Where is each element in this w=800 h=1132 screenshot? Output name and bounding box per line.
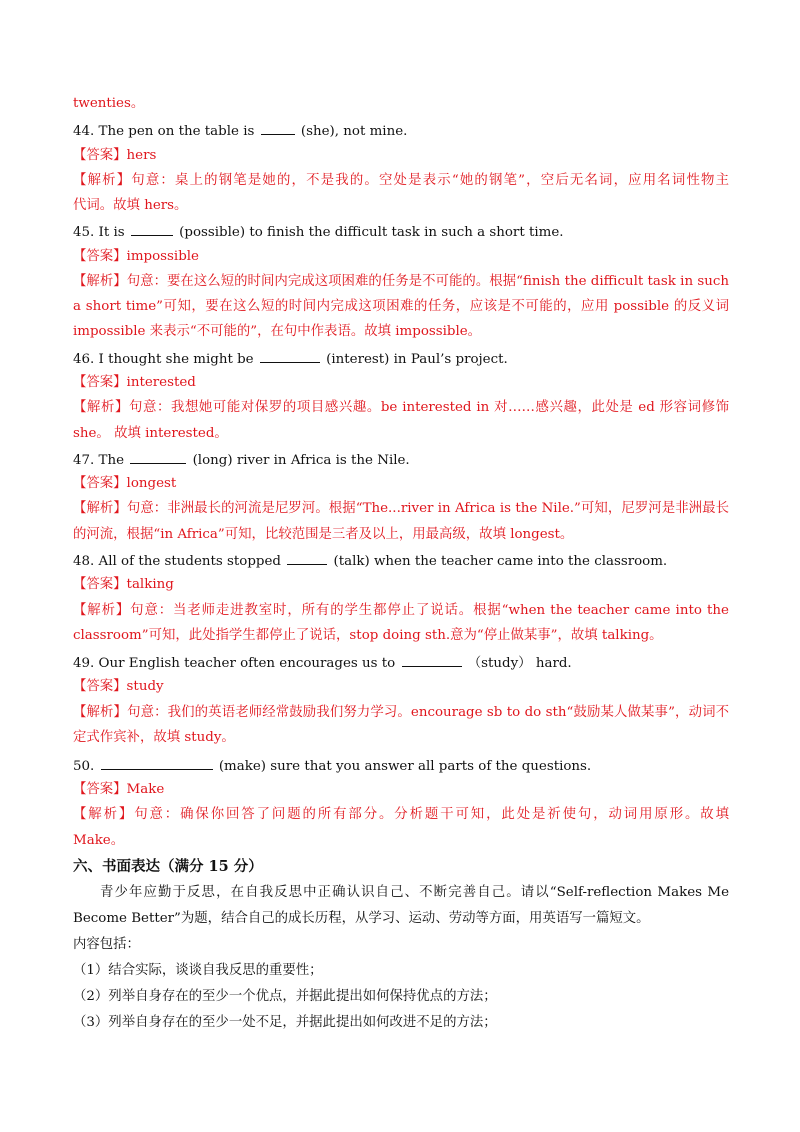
question-48: [73, 551, 729, 571]
question-text: 45. It is: [73, 225, 125, 240]
answer-47: 【答案】longest: [73, 476, 177, 491]
explanation-45-cont: a short time”可知，要在这么短的时间内完成这项困难的任务，应该是不可能的，应用 possible 的反义词: [73, 299, 729, 314]
question-text: (long) river in Africa is the Nile.: [192, 453, 410, 468]
question-text: (talk) when the teacher came into the classroom.: [333, 554, 668, 569]
explanation-50-cont: Make。: [73, 833, 125, 848]
section-heading: 六、书面表达（满分 15 分）: [73, 858, 263, 875]
explanation-44-cont: 代词。故填 hers。: [73, 198, 188, 213]
explanation-47-cont: 的河流，根据“in Africa”可知，比较范围是三者及以上，用最高级，故填 longest。: [73, 527, 574, 542]
question-text: 48. All of the students stopped: [73, 554, 281, 569]
answer-44: 【答案】hers: [73, 148, 157, 163]
question-text: 46. I thought she might be: [73, 352, 254, 367]
question-45: [73, 222, 729, 242]
question-text: 50.: [73, 759, 95, 774]
writing-prompt-cont: Become Better”为题，结合自己的成长历程，从学习、运动、劳动等方面，用英语写一篇短文。: [73, 911, 650, 926]
explanation-48: 【解析】句意：当老师走进教室时，所有的学生都停止了说话。根据“when the teacher came into the: [73, 603, 729, 618]
answer-45: 【答案】impossible: [73, 249, 199, 264]
question-text: (possible) to finish the difficult task in such a short time.: [179, 225, 564, 240]
writing-prompt: 青少年应勤于反思，在自我反思中正确认识自己、不断完善自己。请以“Self-reflection Makes Me: [100, 885, 729, 900]
question-46: [73, 349, 729, 369]
question-text: 44. The pen on the table is: [73, 124, 255, 139]
explanation-49: 【解析】句意：我们的英语老师经常鼓励我们努力学习。encourage sb to do sth“鼓励某人做某事”，动词不: [73, 705, 729, 720]
explanation-44: 【解析】句意：桌上的钢笔是她的，不是我的。空处是表示“她的钢笔”，空后无名词，应用名词性物主: [73, 173, 729, 188]
answer-blank[interactable]: [101, 756, 213, 770]
explanation-48-cont: classroom”可知，此处指学生都停止了说话，stop doing sth.意为“停止做某事”，故填 talking。: [73, 628, 663, 643]
question-text: (interest) in Paul’s project.: [326, 352, 508, 367]
content-item-3: （3）列举自身存在的至少一处不足，并据此提出如何改进不足的方法；: [73, 1015, 497, 1030]
question-text: （study） hard.: [467, 656, 572, 671]
answer-blank[interactable]: [261, 121, 295, 135]
answer-blank[interactable]: [130, 450, 186, 464]
content-intro: 内容包括：: [73, 937, 140, 952]
explanation-49-cont: 定式作宾补，故填 study。: [73, 730, 235, 745]
answer-50: 【答案】Make: [73, 782, 165, 797]
question-47: [73, 450, 729, 470]
explanation-45: 【解析】句意：要在这么短的时间内完成这项困难的任务是不可能的。根据“finish the difficult task in such: [73, 274, 729, 289]
explanation-46-cont: she。 故填 interested。: [73, 426, 228, 441]
answer-blank[interactable]: [402, 653, 462, 667]
question-50: [73, 756, 729, 776]
answer-continuation: twenties。: [73, 96, 145, 111]
explanation-45-cont2: impossible 来表示“不可能的”，在句中作表语。故填 impossible。: [73, 324, 482, 339]
question-text: (she), not mine.: [300, 124, 408, 139]
answer-48: 【答案】talking: [73, 577, 174, 592]
content-item-2: （2）列举自身存在的至少一个优点，并据此提出如何保持优点的方法；: [73, 989, 497, 1004]
answer-46: 【答案】interested: [73, 375, 196, 390]
question-text: 47. The: [73, 453, 125, 468]
question-text: 49. Our English teacher often encourages us to: [73, 656, 396, 671]
answer-blank[interactable]: [260, 349, 320, 363]
question-text: (make) sure that you answer all parts of the questions.: [218, 759, 592, 774]
explanation-46: 【解析】句意：我想她可能对保罗的项目感兴趣。be interested in 对……感兴趣，此处是 ed 形容词修饰: [73, 400, 729, 415]
content-item-1: （1）结合实际，谈谈自我反思的重要性；: [73, 963, 323, 978]
question-49: [73, 653, 729, 673]
answer-49: 【答案】study: [73, 679, 164, 694]
explanation-47: 【解析】句意：非洲最长的河流是尼罗河。根据“The...river in Africa is the Nile.”可知，尼罗河是非洲最长: [73, 501, 729, 516]
answer-blank[interactable]: [131, 222, 173, 236]
question-44: [73, 121, 729, 141]
explanation-50: 【解析】句意：确保你回答了问题的所有部分。分析题干可知，此处是祈使句，动词用原形。故填: [73, 807, 729, 822]
answer-blank[interactable]: [287, 551, 327, 565]
